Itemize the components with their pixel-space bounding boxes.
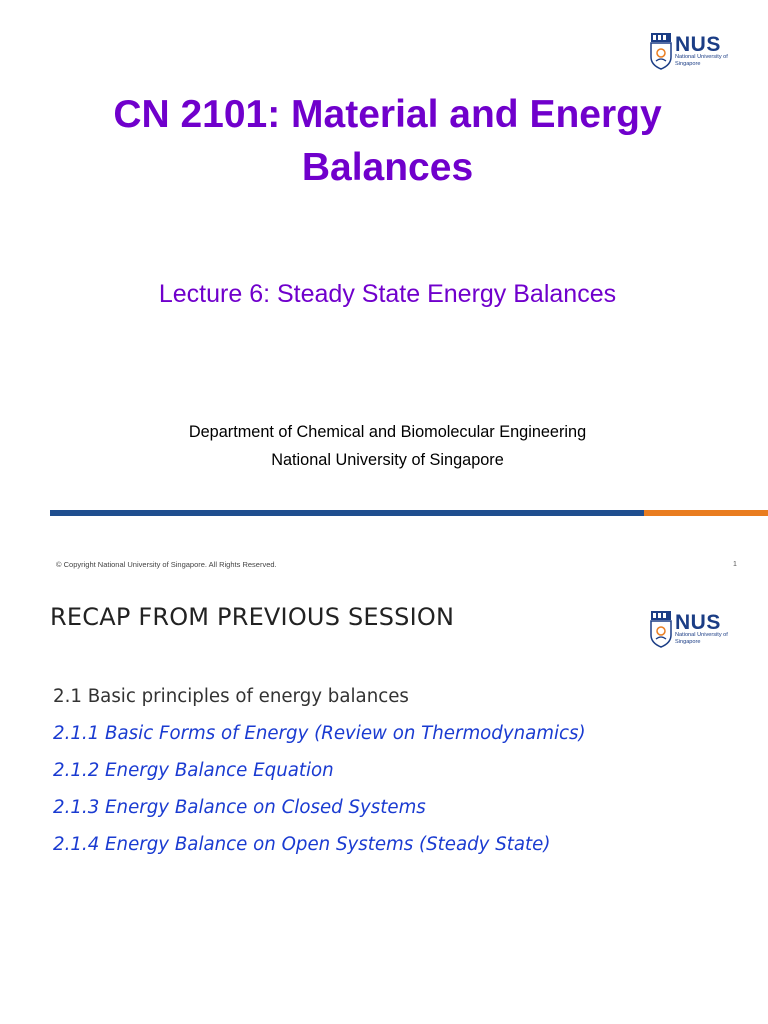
logo-subtitle: National University of Singapore: [675, 632, 728, 645]
nus-logo: [650, 610, 733, 648]
list-item: 2.1 Basic principles of energy balances: [53, 686, 409, 707]
university-name: National University of Singapore: [271, 451, 504, 469]
footer-bar-orange: [644, 510, 768, 516]
footer-bar-blue: [50, 510, 644, 516]
department-name: Department of Chemical and Biomolecular Engineering: [188, 423, 587, 441]
recap-slide: [0, 582, 768, 1024]
page-number: 1: [733, 561, 737, 568]
copyright-notice: © Copyright National University of Singapore. All Rights Reserved.: [56, 560, 277, 569]
logo-subtitle: National University of Singapore: [675, 54, 728, 67]
course-title-line-1: CN 2101: Material and Energy: [113, 93, 662, 136]
list-item[interactable]: 2.1.1 Basic Forms of Energy (Review on Thermodynamics): [53, 723, 586, 744]
lecture-subtitle: Lecture 6: Steady State Energy Balances: [158, 280, 617, 308]
list-item[interactable]: 2.1.4 Energy Balance on Open Systems (Steady State): [53, 834, 551, 855]
recap-heading: RECAP FROM PREVIOUS SESSION: [50, 603, 455, 631]
list-item[interactable]: 2.1.2 Energy Balance Equation: [53, 760, 334, 781]
logo-abbreviation: NUS: [675, 33, 721, 57]
affiliation: [60, 418, 715, 474]
nus-logo: [650, 32, 733, 70]
course-title-line-2: Balances: [301, 146, 474, 189]
nus-crest-icon: [650, 610, 672, 648]
logo-abbreviation: NUS: [675, 611, 721, 635]
recap-topic-list: [53, 678, 586, 863]
course-title: [60, 88, 715, 194]
list-item[interactable]: 2.1.3 Energy Balance on Closed Systems: [53, 797, 426, 818]
nus-crest-icon: [650, 32, 672, 70]
